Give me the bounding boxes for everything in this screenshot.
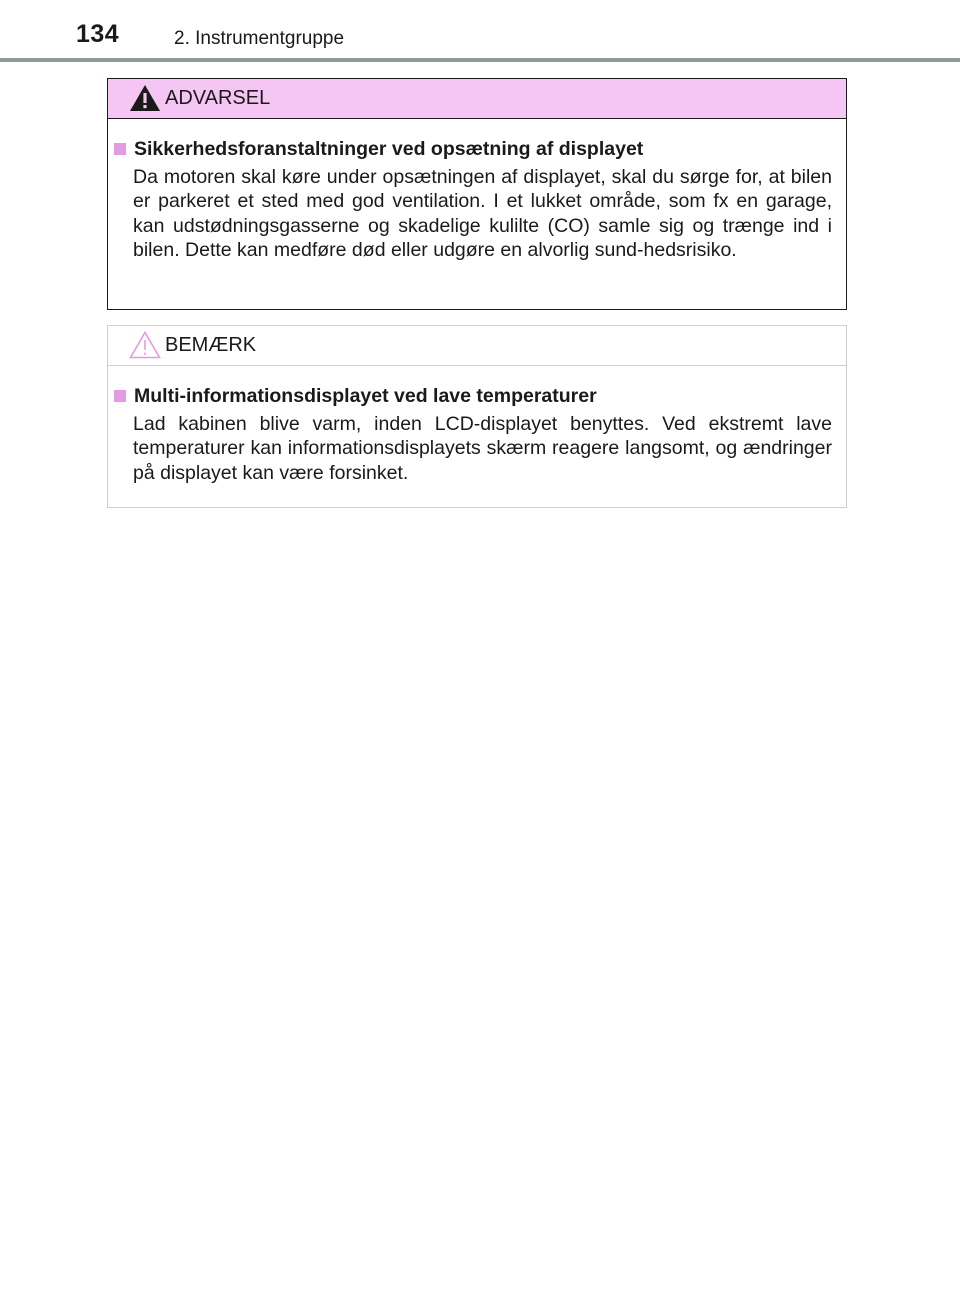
note-box-header [108,326,846,366]
note-section [108,366,846,485]
warning-label: ADVARSEL [165,87,271,109]
note-label: BEMÆRK [165,334,257,356]
page-header [0,0,960,66]
header-divider [0,58,960,62]
warning-triangle-icon [128,83,162,113]
square-bullet-icon [114,143,126,155]
warning-section-body: Da motoren skal køre under opsætningen af displayet, skal du sørge for, at bilen er parkeret et sted med god ventilation. I et lukket område, som fx en garage, kan udstødningsgasserne og skadelige kulilte (CO) samle sig og trænge ind i bilen. Dette kan medføre død eller udgøre en alvorlig sund-hedsrisiko. [133,166,832,261]
page-number: 134 [76,20,120,48]
warning-box-header [108,79,846,119]
square-bullet-icon [114,390,126,402]
chapter-title: 2. Instrumentgruppe [174,28,345,49]
note-section-body: Lad kabinen blive varm, inden LCD-displayet benyttes. Ved ekstremt lave temperaturer kan informationsdisplayets skærm reagere langsomt, og ændringer på displayet kan være forsinket. [133,413,832,484]
warning-section-title-text: Sikkerhedsforanstaltninger ved opsætning af displayet [134,138,644,160]
note-section-title [114,383,832,409]
note-section-title-text: Multi-informationsdisplayet ved lave temperaturer [134,385,597,407]
warning-box [107,78,847,310]
warning-section [108,119,846,262]
caution-triangle-outline-icon [128,330,162,360]
warning-section-title [114,136,832,162]
note-box [107,325,847,508]
